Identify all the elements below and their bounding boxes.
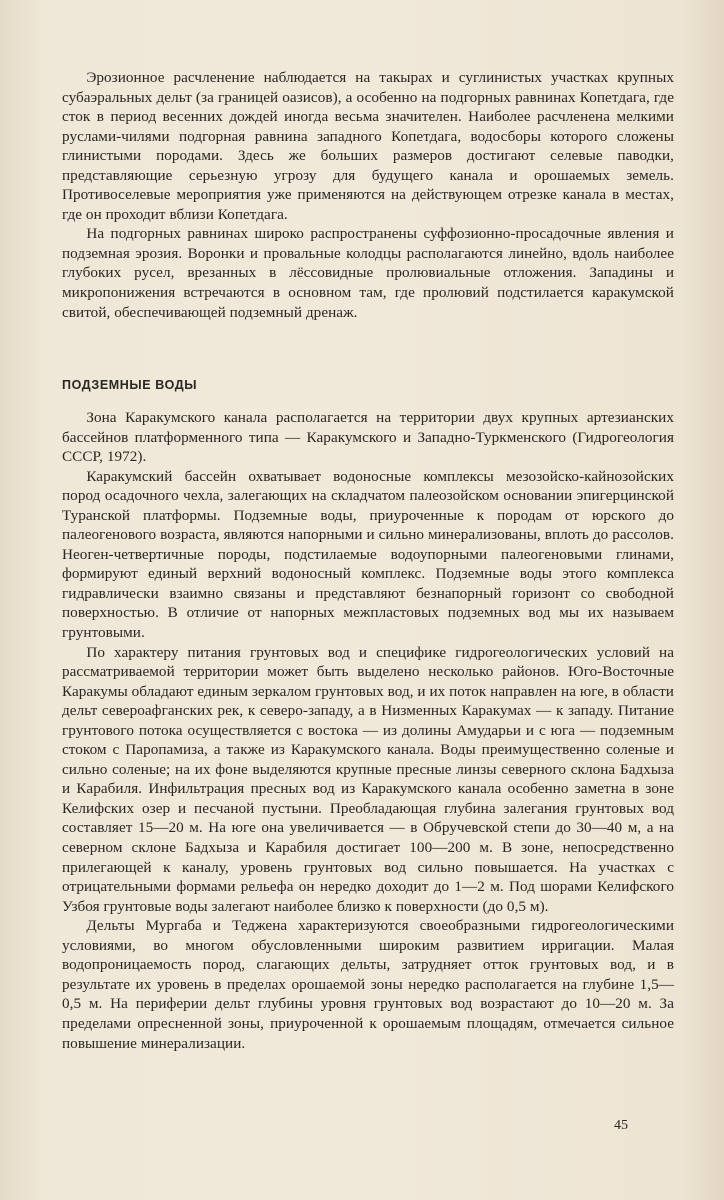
paragraph: Эрозионное расчленение наблюдается на такырах и суглинистых участках крупных субаэральных дельт (за границей оазисов), а особенно на подгорных равнинах Копетдага, где сток в период весенних дождей иногда весьма значителен. Наиболее расчленена мелкими руслами-чилями подгорная равнина западного Копетдага, водосборы которого сложены глинистыми породами. Здесь же больших размеров достигают селевые паводки, представляющие серьезную угрозу для будущего канала и орошаемых земель. Противоселевые мероприятия уже применяются на действующем отрезке канала в местах, где он проходит вблизи Копетдага.	[62, 69, 674, 223]
body-text-top	[62, 68, 674, 322]
paragraph: Каракумский бассейн охватывает водоносные комплексы мезозойско-кайнозойских пород осадочного чехла, залегающих на складчатом палеозойском основании эпигерцинской Туранской платформы. Подземные воды, приуроченные к породам от юрского до палеогенового возраста, являются напорными и сильно минерализованы, вплоть до рассолов. Неоген-четвертичные породы, подстилаемые водоупорными палеогеновыми глинами, формируют единый верхний водоносный комплекс. Подземные воды этого комплекса гидравлически взаимно связаны и представляют безнапорный горизонт со свободной поверхностью. В отличие от напорных межпластовых подземных вод мы их называем грунтовыми.	[62, 467, 674, 642]
paragraph: Зона Каракумского канала располагается на территории двух крупных артезианских бассейнов платформенного типа — Каракумского и Западно-Туркменского (Гидрогеология СССР, 1972).	[62, 409, 674, 466]
paragraph: На подгорных равнинах широко распространены суффозионно-просадочные явления и подземная эрозия. Воронки и провальные колодцы располагаются линейно, вдоль наиболее глубоких русел, врезанных в лёссовидные пролювиальные отложения. Западины и микропонижения встречаются в основном там, где пролювий подстилается каракумской свитой, обеспечивающей подземный дренаж.	[62, 225, 674, 321]
body-text-bottom	[62, 408, 674, 1053]
section-heading: ПОДЗЕМНЫЕ ВОДЫ	[62, 378, 198, 392]
paragraph: По характеру питания грунтовых вод и специфике гидрогеологических условий на рассматриваемой территории может быть выделено несколько районов. Юго-Восточные Каракумы обладают единым зеркалом грунтовых вод, и их поток направлен на юге, в области дельт североафганских рек, к северо-западу, а в Низменных Каракумах — к западу. Питание грунтового потока осуществляется с востока — из долины Амударьи и с юга — подземным стоком с Паропамиза, а также из Каракумского канала. Воды преимущественно соленые и сильно соленые; на их фоне выделяются крупные пресные линзы северного склона Бадхыза и Карабиля. Инфильтрация пресных вод из Каракумского канала особенно заметна в зоне Келифских озер и песчаной пустыни. Преобладающая глубина залегания грунтовых вод составляет 15—20 м. На юге она увеличивается — в Обручевской степи до 30—40 м, а на северном склоне Бадхыза и Карабиля достигает 100—200 м. В зоне, непосредственно прилегающей к каналу, уровень грунтовых вод сильно повышается. На участках с отрицательными формами рельефа он нередко доходит до 1—2 м. Под шорами Келифского Узбоя грунтовые воды залегают наиболее близко к поверхности (до 0,5 м).	[62, 643, 674, 915]
page-number: 45	[614, 1118, 628, 1133]
paragraph: Дельты Мургаба и Теджена характеризуются своеобразными гидрогеологическими условиями, во многом обусловленными широким развитием ирригации. Малая водопроницаемость пород, слагающих дельты, затрудняет отток грунтовых вод, и в результате их уровень в пределах орошаемой зоны нередко располагается на глубине 1,5—0,5 м. На периферии дельт глубины уровня грунтовых вод возрастают до 10—20 м. За пределами опресненной зоны, приуроченной к орошаемым площадям, отмечается сильное повышение минерализации.	[62, 917, 674, 1052]
